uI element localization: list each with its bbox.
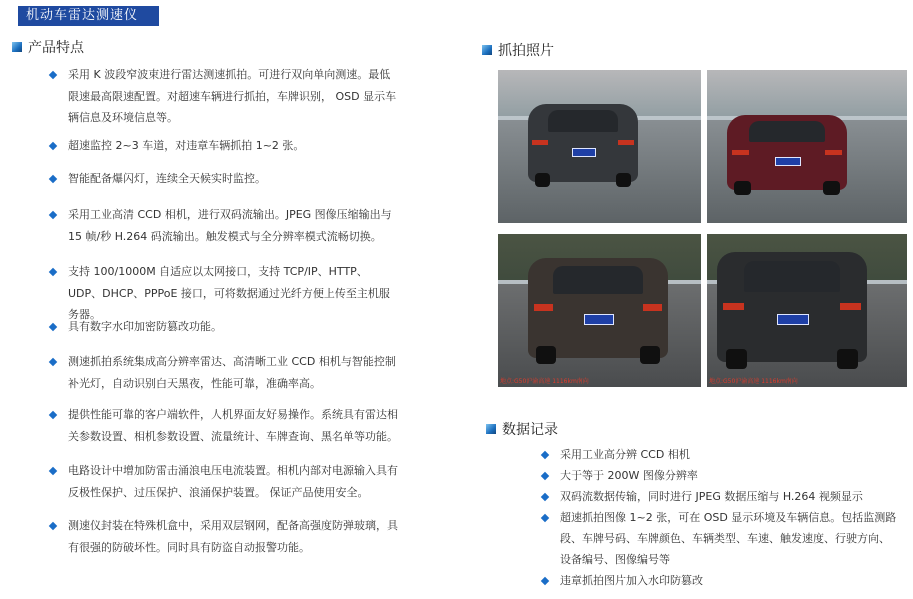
- record-text: 违章抓拍图片加入水印防篡改: [560, 574, 703, 587]
- feature-item: [48, 515, 400, 558]
- feature-text: 电路设计中增加防雷击涌浪电压电流装置。相机内部对电源输入具有反极性保护、过压保护、浪涌保护装置。 保证产品使用安全。: [68, 464, 398, 499]
- feature-item: [48, 460, 400, 503]
- records-heading: [486, 419, 558, 439]
- section-marker-icon: [486, 424, 496, 434]
- page-title: 机动车雷达测速仪: [18, 6, 159, 26]
- capture-photo-3: [498, 234, 701, 387]
- capture-photo-4: [707, 234, 907, 387]
- capture-photo-1: [498, 70, 701, 223]
- feature-text: 具有数字水印加密防篡改功能。: [68, 320, 222, 333]
- diamond-bullet-icon: [49, 71, 57, 79]
- feature-text: 智能配备爆闪灯，连续全天候实时监控。: [68, 172, 266, 185]
- feature-text: 提供性能可靠的客户端软件，人机界面友好易操作。系统具有雷达相关参数设置、相机参数设置、流量统计、车牌查询、黑名单等功能。: [68, 408, 398, 443]
- record-text: 双码流数据传输，同时进行 JPEG 数据压缩与 H.264 视频显示: [560, 490, 863, 503]
- feature-item: [48, 316, 400, 338]
- diamond-bullet-icon: [49, 411, 57, 419]
- diamond-bullet-icon: [541, 514, 549, 522]
- osd-watermark-text: 地点:G50沪渝高速 1116km南向: [500, 378, 589, 385]
- diamond-bullet-icon: [49, 358, 57, 366]
- diamond-bullet-icon: [49, 142, 57, 150]
- record-text: 采用工业高分辨 CCD 相机: [560, 448, 690, 461]
- features-heading-label: 产品特点: [28, 40, 84, 56]
- feature-text: 支持 100/1000M 自适应以太网接口，支持 TCP/IP、HTTP、UDP、DHCP、PPPoE 接口，可将数据通过光纤方便上传至主机服务器。: [68, 265, 390, 321]
- record-item: [540, 444, 900, 465]
- license-plate: [775, 157, 801, 166]
- feature-text: 采用 K 波段窄波束进行雷达测速抓拍。可进行双向单向测速。最低限速最高限速配置。对超速车辆进行抓拍，车牌识别， OSD 显示车辆信息及环境信息等。: [68, 68, 397, 124]
- diamond-bullet-icon: [49, 522, 57, 530]
- section-marker-icon: [482, 45, 492, 55]
- feature-item: [48, 64, 400, 129]
- feature-item: [48, 204, 400, 247]
- diamond-bullet-icon: [49, 467, 57, 475]
- car-rear: [717, 252, 867, 362]
- record-text: 大于等于 200W 图像分辨率: [560, 469, 698, 482]
- diamond-bullet-icon: [49, 268, 57, 276]
- record-text: 超速抓拍图像 1~2 张，可在 OSD 显示环境及车辆信息。包括监测路段、车牌号码、车牌颜色、车辆类型、车速、触发速度、行驶方向、设备编号、图像编号等: [560, 511, 897, 566]
- features-heading: [12, 37, 84, 57]
- license-plate: [572, 148, 596, 157]
- diamond-bullet-icon: [541, 493, 549, 501]
- feature-text: 超速监控 2~3 车道，对违章车辆抓拍 1~2 张。: [68, 139, 305, 152]
- record-item: [540, 570, 900, 591]
- feature-text: 测速抓拍系统集成高分辨率雷达、高清晰工业 CCD 相机与智能控制补光灯，自动识别白天黑夜，性能可靠，准确率高。: [68, 355, 396, 390]
- diamond-bullet-icon: [49, 175, 57, 183]
- car-rear: [528, 258, 668, 358]
- diamond-bullet-icon: [49, 323, 57, 331]
- record-item: [540, 507, 900, 570]
- record-item: [540, 486, 900, 507]
- car-rear: [727, 115, 847, 190]
- record-item: [540, 465, 900, 486]
- photos-heading-label: 抓拍照片: [498, 43, 554, 59]
- feature-item: [48, 404, 400, 447]
- license-plate: [777, 314, 809, 326]
- photos-heading: [482, 40, 554, 60]
- osd-watermark-text: 地点:G50沪渝高速 1116km南向: [709, 378, 798, 385]
- car-rear: [528, 104, 638, 182]
- feature-item: [48, 135, 400, 157]
- license-plate: [584, 314, 614, 325]
- capture-photo-2: [707, 70, 907, 223]
- diamond-bullet-icon: [541, 577, 549, 585]
- diamond-bullet-icon: [49, 211, 57, 219]
- records-heading-label: 数据记录: [502, 422, 558, 438]
- diamond-bullet-icon: [541, 472, 549, 480]
- feature-item: [48, 168, 400, 190]
- feature-text: 采用工业高清 CCD 相机，进行双码流输出。JPEG 图像压缩输出与 15 帧/秒 H.264 码流输出。触发模式与全分辨率模式流畅切换。: [68, 208, 392, 243]
- feature-text: 测速仪封装在特殊机盒中，采用双层钢网，配备高强度防弹玻璃，具有很强的防破坏性。同时具有防盗自动报警功能。: [68, 519, 398, 554]
- feature-item: [48, 351, 400, 394]
- diamond-bullet-icon: [541, 451, 549, 459]
- section-marker-icon: [12, 42, 22, 52]
